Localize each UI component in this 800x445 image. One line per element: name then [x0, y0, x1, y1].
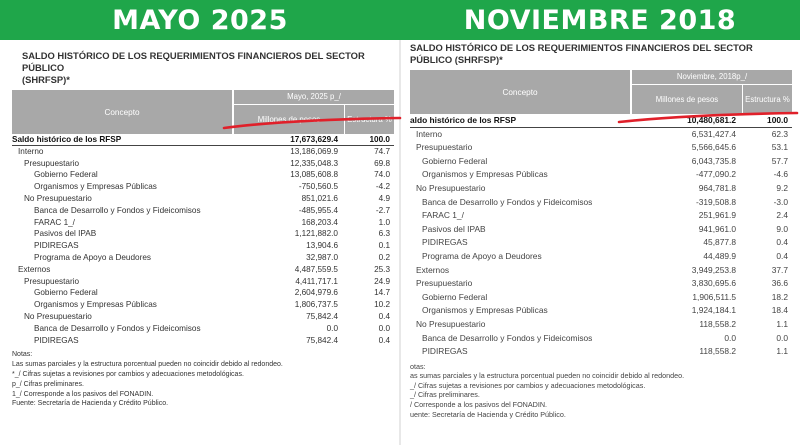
left-notes — [12, 350, 394, 409]
row-percent: 69.8 — [374, 158, 390, 168]
row-value: -319,508.8 — [695, 196, 736, 207]
table-row — [410, 332, 792, 346]
table-row — [12, 146, 394, 158]
row-value: 0.0 — [724, 332, 736, 343]
row-label: Banca de Desarrollo y Fondos y Fideicomisos — [422, 332, 593, 343]
row-label: No Presupuestario — [416, 182, 486, 193]
row-value: 941,961.0 — [698, 223, 736, 234]
row-label: Interno — [18, 146, 44, 156]
row-percent: 2.4 — [776, 210, 788, 221]
row-percent: 18.4 — [771, 305, 788, 316]
note-line: otas: — [410, 361, 426, 371]
row-percent: -2.7 — [375, 205, 390, 215]
right-table-body — [410, 114, 792, 359]
table-row — [410, 318, 792, 332]
note-line: 1_/ Corresponde a los pasivos del FONADIN. — [12, 390, 154, 398]
table-row — [12, 240, 394, 252]
row-label: PIDIREGAS — [422, 237, 468, 248]
note-line: _/ Cifras sujetas a revisiones por cambios y adecuaciones metodológicas. — [410, 380, 646, 390]
row-label: Organismos y Empresas Públicas — [34, 300, 157, 310]
row-label: Gobierno Federal — [422, 155, 488, 166]
right-header-period: Noviembre, 2018p_/ — [632, 70, 792, 84]
row-label: Gobierno Federal — [34, 288, 98, 298]
table-row — [410, 264, 792, 278]
right-header-concept: Concepto — [410, 70, 630, 114]
row-percent: 37.7 — [771, 264, 788, 275]
table-row — [12, 287, 394, 299]
left-header-period: Mayo, 2025 p_/ — [234, 90, 394, 104]
row-percent: 0.4 — [378, 311, 390, 321]
row-percent: 18.2 — [771, 291, 788, 302]
row-percent: 0.4 — [776, 250, 788, 261]
left-title-line-1: SALDO HISTÓRICO DE LOS REQUERIMIENTOS FINANCIEROS DEL SECTOR PÚBLICO — [22, 50, 365, 73]
left-header-structure: Estructura % — [345, 105, 394, 134]
row-percent: -4.2 — [375, 182, 390, 192]
note-line: *_/ Cifras sujetas a revisiones por cambios y adecuaciones metodológicas. — [12, 370, 244, 378]
row-percent: 1.1 — [776, 346, 788, 357]
row-percent: 1.0 — [378, 217, 390, 227]
row-value: 3,830,695.6 — [691, 278, 736, 289]
row-label: Gobierno Federal — [34, 170, 98, 180]
table-row — [12, 193, 394, 205]
row-percent: 100.0 — [369, 135, 390, 144]
row-value: 6,043,735.8 — [691, 155, 736, 166]
note-line: Fuente: Secretaría de Hacienda y Crédito Público. — [12, 400, 169, 408]
table-row — [410, 291, 792, 305]
row-label: Presupuestario — [24, 276, 80, 286]
table-row — [410, 345, 792, 359]
row-value: 0.0 — [326, 323, 338, 333]
row-percent: 36.6 — [771, 278, 788, 289]
table-row — [410, 277, 792, 291]
table-row — [12, 323, 394, 335]
table-row — [12, 276, 394, 288]
row-value: 75,842.4 — [306, 335, 338, 345]
row-value: 1,906,511.5 — [692, 291, 736, 302]
row-value: 4,487,559.5 — [294, 264, 338, 274]
row-percent: 0.4 — [378, 335, 390, 345]
right-title — [410, 42, 792, 66]
table-row — [12, 205, 394, 217]
row-label: PIDIREGAS — [34, 241, 79, 251]
row-label: PIDIREGAS — [34, 335, 79, 345]
left-panel — [12, 44, 394, 409]
row-label: PIDIREGAS — [422, 346, 468, 357]
row-value: 1,121,882.0 — [294, 229, 338, 239]
right-panel — [410, 38, 792, 419]
row-label: Pasivos del IPAB — [422, 223, 486, 234]
row-label: Presupuestario — [416, 278, 473, 289]
row-value: 10,480,681.2 — [687, 115, 736, 125]
row-label: aldo histórico de los RFSP — [410, 115, 517, 125]
banner-noviembre-2018: NOVIEMBRE 2018 — [400, 0, 800, 40]
left-header-millions: Millones de pesos — [234, 105, 344, 134]
table-row — [12, 311, 394, 323]
row-value: 2,604,979.6 — [294, 288, 338, 298]
row-value: 13,186,069.9 — [290, 146, 338, 156]
row-value: 251,961.9 — [698, 210, 736, 221]
table-row — [410, 141, 792, 155]
row-percent: 10.2 — [374, 300, 390, 310]
row-percent: 6.3 — [378, 229, 390, 239]
row-value: 75,842.4 — [306, 311, 338, 321]
panel-divider — [399, 40, 401, 445]
table-row — [12, 228, 394, 240]
row-value: -477,090.2 — [695, 169, 736, 180]
table-row — [410, 236, 792, 250]
total-row — [12, 134, 394, 146]
row-value: 12,335,048.3 — [290, 158, 338, 168]
row-value: 13,085,608.8 — [290, 170, 338, 180]
total-row — [410, 114, 792, 128]
table-row — [410, 209, 792, 223]
row-label: Banca de Desarrollo y Fondos y Fideicomisos — [34, 205, 201, 215]
row-percent: 0.4 — [776, 237, 788, 248]
right-notes — [410, 362, 792, 420]
note-line: as sumas parciales y la estructura porcentual pueden no coincidir debido al redondeo. — [410, 371, 685, 381]
note-line: p_/ Cifras preliminares. — [12, 380, 84, 388]
right-header-structure: Estructura % — [743, 85, 792, 114]
row-value: 1,924,184.1 — [691, 305, 736, 316]
row-label: Presupuestario — [24, 158, 80, 168]
row-label: No Presupuestario — [416, 318, 486, 329]
row-value: 13,904.6 — [306, 241, 338, 251]
row-value: 4,411,717.1 — [295, 276, 338, 286]
row-percent: 9.2 — [776, 182, 788, 193]
row-percent: 53.1 — [771, 142, 788, 153]
row-value: 32,987.0 — [306, 252, 338, 262]
row-percent: 57.7 — [771, 155, 788, 166]
left-header-concept: Concepto — [12, 90, 232, 134]
table-row — [410, 128, 792, 142]
row-label: Externos — [18, 264, 51, 274]
table-row — [410, 304, 792, 318]
row-percent: 0.1 — [378, 241, 390, 251]
row-label: Banca de Desarrollo y Fondos y Fideicomisos — [422, 196, 593, 207]
row-value: 964,781.8 — [698, 182, 736, 193]
row-percent: 0.2 — [378, 252, 390, 262]
banner-mayo-2025: MAYO 2025 — [0, 0, 400, 40]
row-percent: 74.7 — [374, 146, 390, 156]
left-table-header — [12, 90, 394, 134]
row-percent: 25.3 — [374, 264, 390, 274]
row-percent: 0.0 — [378, 323, 390, 333]
table-row — [12, 217, 394, 229]
row-label: Pasivos del IPAB — [34, 229, 97, 239]
table-row — [410, 250, 792, 264]
left-title — [12, 50, 394, 86]
row-label: FARAC 1_/ — [422, 210, 464, 221]
row-value: 851,021.6 — [301, 193, 338, 203]
left-table-body — [12, 134, 394, 346]
row-value: 118,558.2 — [699, 318, 736, 329]
right-table-header — [410, 70, 792, 114]
right-title-line-1: SALDO HISTÓRICO DE LOS REQUERIMIENTOS FINANCIEROS DEL SECTOR — [410, 42, 753, 53]
row-value: 3,949,253.8 — [691, 264, 736, 275]
row-label: FARAC 1_/ — [34, 217, 75, 227]
table-row — [12, 252, 394, 264]
row-percent: 100.0 — [767, 115, 788, 125]
row-value: 1,806,737.5 — [294, 300, 338, 310]
row-percent: 24.9 — [374, 276, 390, 286]
row-percent: 14.7 — [374, 288, 390, 298]
right-title-line-2: PÚBLICO (SHRFSP)* — [410, 54, 503, 65]
row-value: 45,877.8 — [703, 237, 736, 248]
row-value: 168,203.4 — [301, 217, 338, 227]
row-label: Saldo histórico de los RFSP — [12, 135, 122, 144]
note-line: uente: Secretaría de Hacienda y Crédito Público. — [410, 409, 566, 419]
table-row — [410, 196, 792, 210]
table-row — [12, 335, 394, 347]
row-percent: 4.9 — [378, 193, 390, 203]
row-value: 6,531,427.4 — [691, 128, 736, 139]
row-percent: 0.0 — [776, 332, 788, 343]
row-value: -485,955.4 — [298, 205, 338, 215]
row-label: No Presupuestario — [24, 193, 92, 203]
row-value: 17,673,629.4 — [290, 135, 338, 144]
table-row — [410, 155, 792, 169]
table-row — [12, 169, 394, 181]
table-row — [12, 299, 394, 311]
note-line: _/ Cifras preliminares. — [410, 390, 480, 400]
row-label: Organismos y Empresas Públicas — [422, 305, 548, 316]
row-label: Interno — [416, 128, 443, 139]
note-line: / Corresponde a los pasivos del FONADIN. — [410, 400, 548, 410]
row-label: Programa de Apoyo a Deudores — [422, 250, 542, 261]
note-line: Notas: — [12, 351, 33, 359]
row-value: 118,558.2 — [699, 346, 736, 357]
row-percent: 74.0 — [374, 170, 390, 180]
row-percent: 9.0 — [776, 223, 788, 234]
table-row — [410, 182, 792, 196]
table-row — [12, 158, 394, 170]
row-label: Gobierno Federal — [422, 291, 488, 302]
row-value: -750,560.5 — [298, 182, 338, 192]
row-percent: -3.0 — [773, 196, 788, 207]
table-row — [410, 168, 792, 182]
right-header-millions: Millones de pesos — [632, 85, 742, 114]
table-row — [12, 264, 394, 276]
row-value: 44,489.9 — [703, 250, 736, 261]
row-label: No Presupuestario — [24, 311, 92, 321]
left-title-line-2: (SHRFSP)* — [22, 74, 70, 85]
row-percent: 62.3 — [771, 128, 788, 139]
row-label: Externos — [416, 264, 450, 275]
row-percent: -4.6 — [773, 169, 788, 180]
row-percent: 1.1 — [776, 318, 788, 329]
row-value: 5,566,645.6 — [691, 142, 736, 153]
note-line: Las sumas parciales y la estructura porcentual pueden no coincidir debido al redondeo. — [12, 361, 283, 369]
row-label: Organismos y Empresas Públicas — [34, 182, 157, 192]
row-label: Banca de Desarrollo y Fondos y Fideicomisos — [34, 323, 201, 333]
row-label: Programa de Apoyo a Deudores — [34, 252, 151, 262]
table-row — [410, 223, 792, 237]
table-row — [12, 181, 394, 193]
row-label: Organismos y Empresas Públicas — [422, 169, 548, 180]
row-label: Presupuestario — [416, 142, 473, 153]
